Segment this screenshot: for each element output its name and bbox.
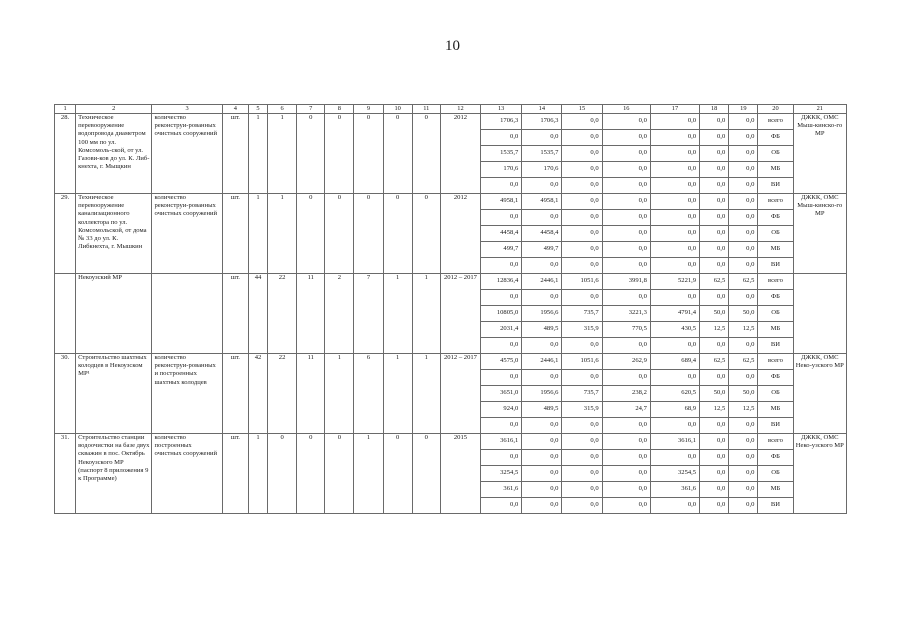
amount-cell: 770,5 <box>602 322 650 338</box>
row-number: 29. <box>55 194 76 274</box>
source-cell: всего <box>758 354 793 370</box>
amount-cell: 0,0 <box>729 466 758 482</box>
header-cell: 21 <box>793 105 846 114</box>
row-count: 1 <box>325 354 354 434</box>
row-name: Некоузский МР <box>76 274 152 354</box>
amount-cell: 0,0 <box>602 290 650 306</box>
amount-cell: 3651,0 <box>481 386 522 402</box>
amount-cell: 0,0 <box>700 210 729 226</box>
amount-cell: 0,0 <box>562 258 602 274</box>
source-cell: ФБ <box>758 290 793 306</box>
amount-cell: 0,0 <box>522 450 562 466</box>
amount-cell: 0,0 <box>700 258 729 274</box>
header-cell: 15 <box>562 105 602 114</box>
amount-cell: 0,0 <box>729 242 758 258</box>
amount-cell: 0,0 <box>481 450 522 466</box>
amount-cell: 170,6 <box>522 162 562 178</box>
row-name: Техническое перевооружение водопровода диаметром 100 мм по ул. Комсомоль-ской, от ул. Газови-ков до ул. К. Либ-кнехта, г. Мыщкин <box>76 114 152 194</box>
amount-cell: 0,0 <box>562 498 602 514</box>
source-cell: ОБ <box>758 146 793 162</box>
amount-cell: 50,0 <box>729 386 758 402</box>
row-indicator: количество реконструи-рованных очистных сооружений <box>152 114 222 194</box>
row-count: 1 <box>354 434 383 514</box>
amount-cell: 2031,4 <box>481 322 522 338</box>
source-cell: МБ <box>758 322 793 338</box>
row-count: 1 <box>383 354 412 434</box>
header-cell: 9 <box>354 105 383 114</box>
header-cell: 19 <box>729 105 758 114</box>
amount-cell: 0,0 <box>729 338 758 354</box>
amount-cell: 0,0 <box>522 290 562 306</box>
header-cell: 13 <box>481 105 522 114</box>
amount-cell: 170,6 <box>481 162 522 178</box>
amount-cell: 1051,6 <box>562 354 602 370</box>
amount-cell: 68,9 <box>650 402 699 418</box>
amount-cell: 10805,0 <box>481 306 522 322</box>
amount-cell: 0,0 <box>700 226 729 242</box>
amount-cell: 0,0 <box>562 194 602 210</box>
amount-cell: 0,0 <box>700 242 729 258</box>
source-cell: ФБ <box>758 450 793 466</box>
row-number: 30. <box>55 354 76 434</box>
amount-cell: 4458,4 <box>481 226 522 242</box>
amount-cell: 0,0 <box>729 226 758 242</box>
amount-cell: 24,7 <box>602 402 650 418</box>
row-count: 22 <box>268 274 297 354</box>
amount-cell: 0,0 <box>700 482 729 498</box>
amount-cell: 0,0 <box>562 146 602 162</box>
amount-cell: 0,0 <box>729 498 758 514</box>
amount-cell: 0,0 <box>700 194 729 210</box>
source-cell: ФБ <box>758 210 793 226</box>
row-count: 2 <box>325 274 354 354</box>
amount-cell: 0,0 <box>522 466 562 482</box>
source-cell: ВИ <box>758 498 793 514</box>
row-count: 42 <box>248 354 267 434</box>
amount-cell: 0,0 <box>562 466 602 482</box>
amount-cell: 489,5 <box>522 322 562 338</box>
amount-cell: 5221,9 <box>650 274 699 290</box>
amount-cell: 1535,7 <box>522 146 562 162</box>
row-count: 44 <box>248 274 267 354</box>
amount-cell: 0,0 <box>650 178 699 194</box>
amount-cell: 12,5 <box>729 322 758 338</box>
row-count: 6 <box>354 354 383 434</box>
amount-cell: 12,5 <box>729 402 758 418</box>
amount-cell: 0,0 <box>650 418 699 434</box>
amount-cell: 4958,1 <box>522 194 562 210</box>
amount-cell: 0,0 <box>522 434 562 450</box>
amount-cell: 12836,4 <box>481 274 522 290</box>
amount-cell: 735,7 <box>562 306 602 322</box>
row-count: 22 <box>268 354 297 434</box>
row-unit: шт. <box>222 274 248 354</box>
amount-cell: 50,0 <box>700 386 729 402</box>
header-cell: 1 <box>55 105 76 114</box>
amount-cell: 0,0 <box>522 258 562 274</box>
amount-cell: 0,0 <box>729 178 758 194</box>
row-responsible: ДЖКК, ОМС Мыш-кинско-го МР <box>793 114 846 194</box>
source-cell: ОБ <box>758 386 793 402</box>
row-count: 0 <box>354 114 383 194</box>
row-count: 1 <box>248 114 267 194</box>
amount-cell: 0,0 <box>700 370 729 386</box>
row-count: 0 <box>325 114 354 194</box>
amount-cell: 0,0 <box>700 434 729 450</box>
amount-cell: 62,5 <box>729 274 758 290</box>
amount-cell: 0,0 <box>729 370 758 386</box>
amount-cell: 0,0 <box>602 418 650 434</box>
row-count: 0 <box>383 194 412 274</box>
row-count: 0 <box>297 434 325 514</box>
header-cell: 12 <box>440 105 480 114</box>
amount-cell: 0,0 <box>562 418 602 434</box>
row-name: Строительство шахтных колодцев в Некоузском МР¹ <box>76 354 152 434</box>
amount-cell: 0,0 <box>481 498 522 514</box>
row-responsible: ДЖКК, ОМС Мыш-кинско-го МР <box>793 194 846 274</box>
amount-cell: 262,9 <box>602 354 650 370</box>
amount-cell: 0,0 <box>650 370 699 386</box>
row-count: 0 <box>383 434 412 514</box>
amount-cell: 0,0 <box>700 114 729 130</box>
source-cell: ВИ <box>758 418 793 434</box>
amount-cell: 62,5 <box>700 354 729 370</box>
amount-cell: 0,0 <box>602 338 650 354</box>
row-name: Строительство станции водоочистки на базе двух скважин в пос. Октябрь Некоузского МР (паспорт 8 приложения 9 к Программе) <box>76 434 152 514</box>
amount-cell: 361,6 <box>650 482 699 498</box>
amount-cell: 620,5 <box>650 386 699 402</box>
amount-cell: 499,7 <box>481 242 522 258</box>
amount-cell: 0,0 <box>602 498 650 514</box>
amount-cell: 0,0 <box>481 418 522 434</box>
row-count: 1 <box>268 194 297 274</box>
amount-cell: 0,0 <box>481 338 522 354</box>
amount-cell: 0,0 <box>562 130 602 146</box>
header-cell: 10 <box>383 105 412 114</box>
source-cell: ОБ <box>758 226 793 242</box>
header-cell: 20 <box>758 105 793 114</box>
amount-cell: 0,0 <box>700 146 729 162</box>
row-count: 0 <box>383 114 412 194</box>
amount-cell: 0,0 <box>729 258 758 274</box>
source-cell: ВИ <box>758 178 793 194</box>
row-number: 28. <box>55 114 76 194</box>
amount-cell: 0,0 <box>729 450 758 466</box>
source-cell: всего <box>758 114 793 130</box>
amount-cell: 0,0 <box>522 210 562 226</box>
header-cell: 6 <box>268 105 297 114</box>
amount-cell: 0,0 <box>522 178 562 194</box>
source-cell: ФБ <box>758 370 793 386</box>
row-count: 0 <box>268 434 297 514</box>
source-cell: МБ <box>758 402 793 418</box>
header-cell: 17 <box>650 105 699 114</box>
row-indicator: количество реконструи-рованных очистных сооружений <box>152 194 222 274</box>
program-table <box>54 104 847 514</box>
row-count: 1 <box>383 274 412 354</box>
amount-cell: 50,0 <box>700 306 729 322</box>
amount-cell: 4958,1 <box>481 194 522 210</box>
amount-cell: 1956,6 <box>522 306 562 322</box>
amount-cell: 0,0 <box>602 114 650 130</box>
amount-cell: 50,0 <box>729 306 758 322</box>
amount-cell: 0,0 <box>700 162 729 178</box>
amount-cell: 4575,0 <box>481 354 522 370</box>
source-cell: МБ <box>758 482 793 498</box>
amount-cell: 0,0 <box>650 114 699 130</box>
row-count: 1 <box>412 354 440 434</box>
amount-cell: 0,0 <box>729 114 758 130</box>
row-indicator <box>152 274 222 354</box>
amount-cell: 3616,1 <box>650 434 699 450</box>
amount-cell: 3616,1 <box>481 434 522 450</box>
amount-cell: 0,0 <box>650 242 699 258</box>
table-body <box>55 105 847 514</box>
row-count: 0 <box>325 194 354 274</box>
row-name: Техническое перевооружение канализационного коллектора по ул. Комсомольской, от дома № 33 до ул. К. Либкнехта, г. Мышкин <box>76 194 152 274</box>
amount-cell: 4458,4 <box>522 226 562 242</box>
row-count: 0 <box>354 194 383 274</box>
amount-cell: 0,0 <box>481 178 522 194</box>
row-unit: шт. <box>222 354 248 434</box>
header-cell: 11 <box>412 105 440 114</box>
header-cell: 3 <box>152 105 222 114</box>
amount-cell: 315,9 <box>562 322 602 338</box>
source-cell: ОБ <box>758 466 793 482</box>
row-count: 0 <box>412 194 440 274</box>
page-number: 10 <box>445 38 460 54</box>
amount-cell: 0,0 <box>700 418 729 434</box>
amount-cell: 4791,4 <box>650 306 699 322</box>
header-cell: 4 <box>222 105 248 114</box>
amount-cell: 0,0 <box>650 290 699 306</box>
amount-cell: 0,0 <box>602 482 650 498</box>
amount-cell: 0,0 <box>602 226 650 242</box>
amount-cell: 0,0 <box>562 338 602 354</box>
amount-cell: 0,0 <box>562 450 602 466</box>
amount-cell: 0,0 <box>700 130 729 146</box>
row-count: 1 <box>248 434 267 514</box>
row-count: 7 <box>354 274 383 354</box>
amount-cell: 0,0 <box>650 498 699 514</box>
amount-cell: 12,5 <box>700 402 729 418</box>
amount-cell: 1706,3 <box>481 114 522 130</box>
row-number: 31. <box>55 434 76 514</box>
row-number <box>55 274 76 354</box>
amount-cell: 0,0 <box>602 450 650 466</box>
amount-cell: 0,0 <box>562 210 602 226</box>
row-count: 0 <box>325 434 354 514</box>
amount-cell: 0,0 <box>700 498 729 514</box>
row-indicator: количество построенных очистных сооружений <box>152 434 222 514</box>
amount-cell: 0,0 <box>522 418 562 434</box>
amount-cell: 0,0 <box>481 370 522 386</box>
amount-cell: 0,0 <box>650 450 699 466</box>
amount-cell: 0,0 <box>562 482 602 498</box>
amount-cell: 0,0 <box>650 338 699 354</box>
amount-cell: 0,0 <box>700 450 729 466</box>
row-responsible <box>793 274 846 354</box>
amount-cell: 0,0 <box>602 466 650 482</box>
amount-cell: 0,0 <box>729 482 758 498</box>
row-count: 0 <box>297 194 325 274</box>
header-row <box>55 105 847 114</box>
amount-cell: 0,0 <box>602 146 650 162</box>
source-cell: всего <box>758 194 793 210</box>
amount-cell: 0,0 <box>602 258 650 274</box>
amount-cell: 924,0 <box>481 402 522 418</box>
amount-cell: 12,5 <box>700 322 729 338</box>
amount-cell: 0,0 <box>729 434 758 450</box>
row-unit: шт. <box>222 114 248 194</box>
amount-cell: 0,0 <box>602 242 650 258</box>
amount-cell: 361,6 <box>481 482 522 498</box>
amount-cell: 689,4 <box>650 354 699 370</box>
row-count: 0 <box>297 114 325 194</box>
row-year: 2012 <box>440 114 480 194</box>
amount-cell: 0,0 <box>481 130 522 146</box>
amount-cell: 0,0 <box>602 210 650 226</box>
amount-cell: 0,0 <box>522 338 562 354</box>
amount-cell: 62,5 <box>700 274 729 290</box>
amount-cell: 3254,5 <box>481 466 522 482</box>
amount-cell: 1956,6 <box>522 386 562 402</box>
amount-cell: 0,0 <box>650 258 699 274</box>
table-row <box>55 354 847 370</box>
source-cell: МБ <box>758 242 793 258</box>
amount-cell: 2446,1 <box>522 274 562 290</box>
amount-cell: 0,0 <box>562 242 602 258</box>
row-unit: шт. <box>222 194 248 274</box>
table-row <box>55 434 847 450</box>
row-count: 11 <box>297 274 325 354</box>
amount-cell: 3254,5 <box>650 466 699 482</box>
header-cell: 16 <box>602 105 650 114</box>
table-row <box>55 114 847 130</box>
source-cell: МБ <box>758 162 793 178</box>
amount-cell: 1051,6 <box>562 274 602 290</box>
source-cell: ОБ <box>758 306 793 322</box>
amount-cell: 238,2 <box>602 386 650 402</box>
amount-cell: 0,0 <box>729 210 758 226</box>
header-cell: 8 <box>325 105 354 114</box>
amount-cell: 0,0 <box>650 226 699 242</box>
amount-cell: 0,0 <box>650 146 699 162</box>
row-count: 1 <box>268 114 297 194</box>
header-cell: 18 <box>700 105 729 114</box>
amount-cell: 0,0 <box>700 338 729 354</box>
amount-cell: 0,0 <box>729 162 758 178</box>
amount-cell: 0,0 <box>522 482 562 498</box>
source-cell: ВИ <box>758 338 793 354</box>
amount-cell: 0,0 <box>602 370 650 386</box>
row-year: 2012 – 2017 <box>440 274 480 354</box>
amount-cell: 0,0 <box>602 178 650 194</box>
amount-cell: 1535,7 <box>481 146 522 162</box>
header-cell: 7 <box>297 105 325 114</box>
amount-cell: 0,0 <box>481 210 522 226</box>
source-cell: ВИ <box>758 258 793 274</box>
amount-cell: 0,0 <box>562 114 602 130</box>
amount-cell: 0,0 <box>700 178 729 194</box>
header-cell: 5 <box>248 105 267 114</box>
amount-cell: 0,0 <box>650 130 699 146</box>
amount-cell: 62,5 <box>729 354 758 370</box>
row-count: 0 <box>412 114 440 194</box>
amount-cell: 0,0 <box>562 370 602 386</box>
row-indicator: количество реконструи-рованных и построенных шахтных колодцев <box>152 354 222 434</box>
amount-cell: 3991,8 <box>602 274 650 290</box>
amount-cell: 0,0 <box>481 290 522 306</box>
amount-cell: 0,0 <box>700 290 729 306</box>
source-cell: всего <box>758 434 793 450</box>
row-year: 2015 <box>440 434 480 514</box>
amount-cell: 0,0 <box>650 194 699 210</box>
amount-cell: 0,0 <box>481 258 522 274</box>
amount-cell: 0,0 <box>562 226 602 242</box>
amount-cell: 2446,1 <box>522 354 562 370</box>
amount-cell: 735,7 <box>562 386 602 402</box>
amount-cell: 1706,3 <box>522 114 562 130</box>
amount-cell: 0,0 <box>562 434 602 450</box>
amount-cell: 489,5 <box>522 402 562 418</box>
source-cell: всего <box>758 274 793 290</box>
amount-cell: 0,0 <box>729 290 758 306</box>
amount-cell: 0,0 <box>562 162 602 178</box>
row-responsible: ДЖКК, ОМС Неко-узского МР <box>793 434 846 514</box>
header-cell: 2 <box>76 105 152 114</box>
amount-cell: 0,0 <box>602 434 650 450</box>
amount-cell: 0,0 <box>700 466 729 482</box>
amount-cell: 0,0 <box>522 130 562 146</box>
amount-cell: 430,5 <box>650 322 699 338</box>
amount-cell: 0,0 <box>650 210 699 226</box>
row-responsible: ДЖКК, ОМС Неко-узского МР <box>793 354 846 434</box>
amount-cell: 315,9 <box>562 402 602 418</box>
amount-cell: 0,0 <box>562 290 602 306</box>
row-unit: шт. <box>222 434 248 514</box>
amount-cell: 0,0 <box>522 370 562 386</box>
row-count: 1 <box>412 274 440 354</box>
amount-cell: 0,0 <box>729 146 758 162</box>
row-count: 0 <box>412 434 440 514</box>
source-cell: ФБ <box>758 130 793 146</box>
amount-cell: 499,7 <box>522 242 562 258</box>
amount-cell: 0,0 <box>602 194 650 210</box>
row-count: 11 <box>297 354 325 434</box>
amount-cell: 0,0 <box>650 162 699 178</box>
row-year: 2012 – 2017 <box>440 354 480 434</box>
amount-cell: 0,0 <box>522 498 562 514</box>
amount-cell: 0,0 <box>562 178 602 194</box>
amount-cell: 0,0 <box>729 130 758 146</box>
table-row <box>55 194 847 210</box>
amount-cell: 3221,3 <box>602 306 650 322</box>
header-cell: 14 <box>522 105 562 114</box>
amount-cell: 0,0 <box>602 162 650 178</box>
row-count: 1 <box>248 194 267 274</box>
row-year: 2012 <box>440 194 480 274</box>
amount-cell: 0,0 <box>729 418 758 434</box>
table-row <box>55 274 847 290</box>
amount-cell: 0,0 <box>729 194 758 210</box>
amount-cell: 0,0 <box>602 130 650 146</box>
